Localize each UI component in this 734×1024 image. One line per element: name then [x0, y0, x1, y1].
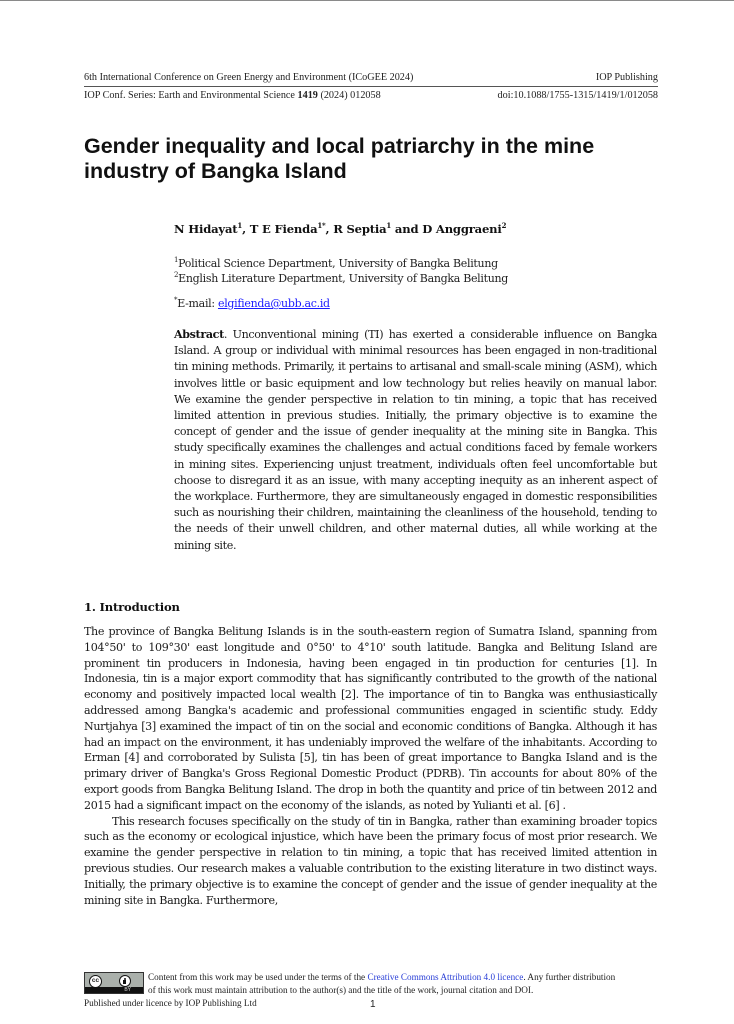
corresponding-email: *E-mail: elgifienda@ubb.ac.id: [174, 296, 330, 310]
doi[interactable]: doi:10.1088/1755-1315/1419/1/012058: [497, 90, 658, 101]
affiliation-1: $^1$Political Science Department, University of Bangka Belitung: [174, 256, 498, 270]
header-row-series: [84, 90, 658, 101]
license-notice: Content from this work may be used under the terms of the Creative Commons Attribution 4.0 licence. Any further distribution of this work must maintain attribution to the author(s) and the title of the work, journal citation and DOI.: [148, 972, 616, 995]
abstract-label: Abstract: [174, 328, 224, 341]
abstract-text: . Unconventional mining (TI) has exerted a considerable influence on Bangka Island. A group or individual with minimal resources has been engaged in non-traditional tin mining methods. Primarily, it pertains to artisanal and small-scale mining (ASM), which involves little or basic equipment and low technology but relies heavily on manual labor. We examine the gender perspective in relation to tin mining, a topic that has received limited attention in previous studies. Initially, the primary objective is to examine the concept of gender and the issue of gender inequality at the mining site in Bangka. This study specifically examines the challenges and actual conditions faced by female workers in mining sites. Experiencing unjust treatment, individuals often feel uncomfortable but choose to disregard it as an issue, with many accepting inequity as an inherent aspect of the workplace. Furthermore, they are simultaneously engaged in domestic responsibilities such as nourishing their children, maintaining the cleanliness of the household, tending to the needs of their unwell children, and other maternal duties, all while working at the mining site.: [174, 328, 657, 552]
cc-icon: cc: [89, 975, 102, 988]
abstract: [174, 327, 657, 554]
header-row-conference: [84, 72, 658, 83]
author: R Septia$^1$ and: [333, 221, 423, 236]
author: D Anggraeni$^2$: [422, 221, 507, 236]
license-link[interactable]: Creative Commons Attribution 4.0 licence: [367, 972, 524, 982]
affiliations: [174, 256, 508, 286]
series-name: IOP Conf. Series: Earth and Environmental Science: [84, 90, 298, 101]
article-number: (2024) 012058: [317, 90, 381, 101]
email-link[interactable]: elgifienda@ubb.ac.id: [217, 297, 330, 310]
introduction-body: [84, 624, 657, 908]
page-number: 1: [370, 999, 376, 1010]
journal-series: [84, 90, 381, 101]
volume-number: 1419: [297, 90, 318, 101]
header-divider: [84, 86, 658, 87]
attribution-person-icon: [119, 975, 131, 987]
conference-name: 6th International Conference on Green Energy and Environment (ICoGEE 2024): [84, 72, 414, 83]
author: N Hidayat$^1$,: [174, 221, 250, 236]
author: T E Fienda$^{1*}$,: [249, 221, 334, 236]
author-list: [174, 222, 506, 236]
affiliation-2: $^2$English Literature Department, University of Bangka Belitung: [174, 271, 509, 285]
paper-title: Gender inequality and local patriarchy in the mine industry of Bangka Island: [84, 134, 595, 183]
by-label: BY: [124, 987, 131, 993]
paragraph: The province of Bangka Belitung Islands is in the south-eastern region of Sumatra Island, spanning from 104°50' to 109°30' east longitude and 0°50' to 4°10' south latitude. Bangka and Belitung Island are prominent tin producers in Indonesia, having been engaged in tin production for centuries [1]. In Indonesia, tin is a major export commodity that has significantly contributed to the growth of the national economy and positively impacted local wealth [2]. The importance of tin to Bangka was enthusiastically addressed among Bangka's academic and professional communities engaged in scientific study. Eddy Nurtjahya [3] examined the impact of tin on the social and economic conditions of Bangka. Although it has had an impact on the environment, it has undeniably improved the welfare of the inhabitants. According to Erman [4] and corroborated by Sulista [5], tin has been of great importance to Bangka Island and is the primary driver of Bangka's Gross Regional Domestic Product (PDRB). Tin accounts for about 80% of the export goods from Bangka Belitung Island. The drop in both the quantity and price of tin between 2012 and 2015 had a significant impact on the economy of the islands, as noted by Yulianti et al. [6] .: [84, 625, 657, 812]
cc-by-icon[interactable]: [84, 972, 144, 994]
publisher-licence: Published under licence by IOP Publishing Ltd: [84, 998, 257, 1008]
publisher-name: IOP Publishing: [595, 72, 658, 83]
section-heading-introduction: 1. Introduction: [84, 600, 180, 614]
paragraph: This research focuses specifically on the study of tin in Bangka, rather than examining broader topics such as the economy or ecological injustice, which have been the primary focus of most prior research. We examine the gender perspective in relation to tin mining, a topic that has received limited attention in previous studies. Our research makes a valuable contribution to the existing literature in two distinct ways. Initially, the primary objective is to examine the concept of gender and the issue of gender inequality at the mining site in Bangka. Furthermore,: [84, 814, 657, 907]
page-top-border: [0, 0, 734, 1]
